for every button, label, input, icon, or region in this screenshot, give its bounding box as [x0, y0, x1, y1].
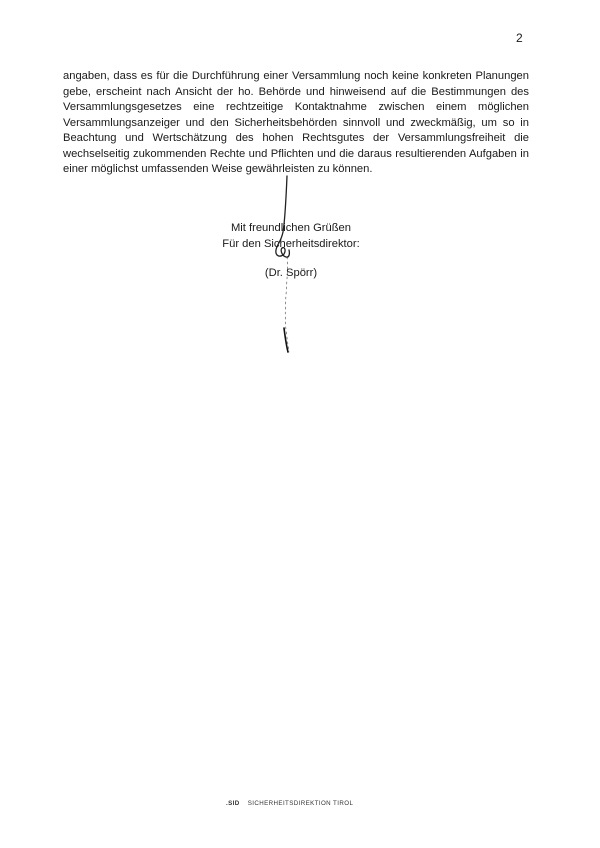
signatory-name: (Dr. Spörr) — [264, 267, 318, 279]
body-line: Pflichten und die daraus resultierenden Aufgaben in einer möglichst umfassenden — [63, 147, 529, 175]
closing-greeting: Mit freundlichen Grüßen — [230, 222, 351, 234]
body-line: Rechtsgutes der Versammlungsfreiheit die wechselseitig zukommenden Rechte und — [63, 132, 530, 160]
body-line: Weise gewährleisten zu können. — [211, 163, 373, 175]
body-line: Bestimmungen des Versammlungsgesetzes eine rechtzeitige Kontaktnahme — [63, 85, 529, 113]
page-number: 2 — [516, 31, 523, 45]
body-line: Planungen gebe, erscheint nach Ansicht der ho. Behörde und hinweisend auf die — [63, 70, 530, 98]
body-line: zwischen einem möglichen Versammlungsanzeiger und den Sicherheitsbehörden — [63, 101, 529, 129]
body-paragraph — [63, 69, 529, 178]
body-line: sinnvoll und zweckmäßig, um so in Beachtung und Wertschätzung des hohen — [63, 116, 530, 144]
body-line: angaben, dass es für die Durchführung einer Versammlung noch keine konkreten — [63, 70, 472, 82]
handwritten-signature — [265, 170, 305, 360]
footer — [226, 800, 353, 807]
footer-organization: SICHERHEITSDIREKTION TIROL — [247, 800, 354, 807]
closing-on-behalf: Für den Sicherheitsdirektor: — [222, 237, 360, 250]
footer-brand: .SID — [226, 800, 240, 807]
